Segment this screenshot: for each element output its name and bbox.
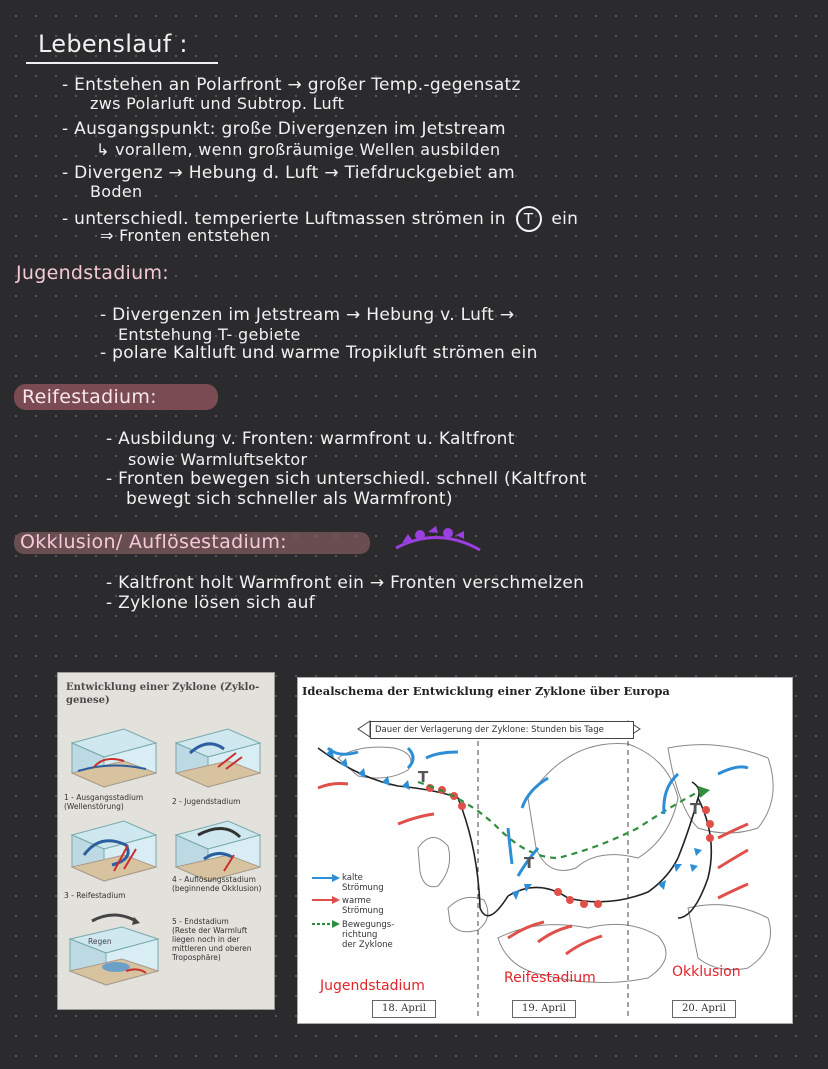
note-line: bewegt sich schneller als Warmfront) bbox=[126, 489, 453, 509]
low-pressure-label: T bbox=[418, 768, 429, 786]
stage-label-jugend: Jugendstadium bbox=[320, 978, 425, 994]
note-line: - Zyklone lösen sich auf bbox=[106, 593, 315, 613]
stage-label-okklusion: Okklusion bbox=[672, 964, 741, 980]
stage-5-panel bbox=[64, 909, 164, 989]
duration-label: Dauer der Verlagerung der Zyklone: Stunden bis Tage bbox=[370, 721, 634, 739]
note-line: - Ausbildung v. Fronten: warmfront u. Kaltfront bbox=[106, 429, 515, 449]
legend-label-move: der Zyklone bbox=[342, 940, 393, 950]
date-label: 19. April bbox=[512, 1000, 576, 1018]
figure-title: Entwicklung einer Zyklone (Zyklo-genese) bbox=[66, 682, 260, 706]
figure-idealschema bbox=[297, 677, 793, 1024]
caption: (beginnende Okklusion) bbox=[172, 884, 262, 893]
low-pressure-label: T bbox=[524, 854, 535, 872]
stage-3-panel bbox=[64, 815, 160, 885]
note-line: - Divergenz → Hebung d. Luft → Tiefdruckgebiet am bbox=[62, 163, 516, 183]
note-text: - unterschiedl. temperierte Luftmassen strömen in bbox=[62, 209, 506, 229]
stage-1-panel bbox=[64, 723, 160, 791]
legend-label-warm: warme bbox=[342, 896, 372, 906]
note-line: zws Polarluft und Subtrop. Luft bbox=[90, 94, 345, 113]
t-circle-icon: T bbox=[516, 206, 542, 232]
figure-zyklogenese bbox=[57, 672, 275, 1010]
note-line: - Fronten bewegen sich unterschiedl. schnell (Kaltfront bbox=[106, 469, 587, 489]
date-label: 18. April bbox=[372, 1000, 436, 1018]
caption: (Reste der Warmluft bbox=[172, 926, 248, 935]
note-line: ⇒ Fronten entstehen bbox=[100, 226, 271, 245]
caption: 2 - Jugendstadium bbox=[172, 797, 241, 806]
note-line: - Entstehen an Polarfront → großer Temp.-gegensatz bbox=[62, 75, 521, 95]
legend-label-cold: kalte bbox=[342, 873, 363, 883]
note-line: Boden bbox=[90, 182, 143, 201]
figure-title: Idealschema der Entwicklung einer Zyklone über Europa bbox=[302, 684, 670, 698]
caption: 3 - Reifestadium bbox=[64, 891, 126, 900]
legend-label-move: richtung bbox=[342, 930, 378, 940]
caption: mittleren und oberen bbox=[172, 944, 252, 953]
caption: liegen noch in der bbox=[172, 935, 240, 944]
caption: 5 - Endstadium bbox=[172, 917, 229, 926]
heading-reifestadium: Reifestadium: bbox=[22, 386, 157, 408]
legend-label-cold: Strömung bbox=[342, 883, 384, 893]
caption: 4 - Auflösungsstadium bbox=[172, 875, 256, 884]
page-title: Lebenslauf : bbox=[38, 30, 188, 58]
legend-arrows bbox=[310, 874, 340, 934]
note-line: sowie Warmluftsektor bbox=[128, 450, 308, 469]
heading-okklusion: Okklusion/ Auflösestadium: bbox=[20, 531, 287, 553]
occluded-front-icon bbox=[392, 522, 484, 556]
note-line: - Kaltfront holt Warmfront ein → Fronten verschmelzen bbox=[106, 573, 585, 593]
note-line: ↳ vorallem, wenn großräumige Wellen ausbilden bbox=[96, 140, 501, 159]
note-line: Entstehung T- gebiete bbox=[118, 325, 301, 344]
note-text: ein bbox=[551, 209, 579, 229]
stage-2-panel bbox=[168, 723, 264, 791]
note-line: - Ausgangspunkt: große Divergenzen im Jetstream bbox=[62, 119, 506, 139]
date-label: 20. April bbox=[672, 1000, 736, 1018]
caption: Troposphäre) bbox=[172, 953, 221, 962]
legend-label-warm: Strömung bbox=[342, 906, 384, 916]
low-pressure-label: T bbox=[690, 800, 701, 818]
caption: (Wellenstörung) bbox=[64, 802, 124, 811]
stage-label-reife: Reifestadium bbox=[504, 970, 596, 986]
note-line: - Divergenzen im Jetstream → Hebung v. Luft → bbox=[100, 305, 515, 325]
title-underline bbox=[26, 62, 218, 64]
rain-label: Regen bbox=[88, 937, 112, 946]
heading-jugendstadium: Jugendstadium: bbox=[16, 262, 169, 284]
caption: 1 - Ausgangsstadium bbox=[64, 793, 144, 802]
note-line: - polare Kaltluft und warme Tropikluft strömen ein bbox=[100, 343, 538, 363]
legend-label-move: Bewegungs- bbox=[342, 920, 395, 930]
